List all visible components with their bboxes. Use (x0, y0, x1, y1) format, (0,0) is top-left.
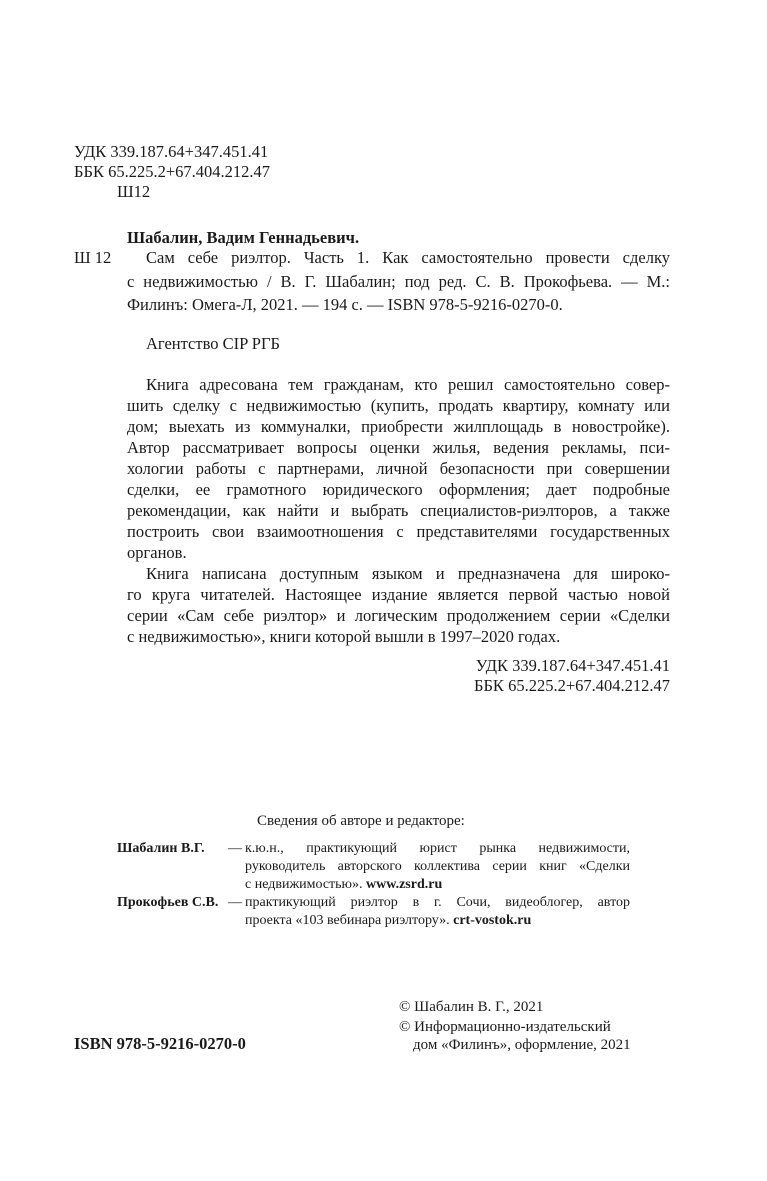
author-website-link[interactable]: www.zsrd.ru (366, 877, 443, 892)
author-sign: Ш12 (117, 182, 151, 201)
annotation-line: го круга читателей. Настоящее издание является первой частью новой (127, 585, 670, 604)
annotation-line: Книга адресована тем гражданам, кто решил самостоятельно совер- (146, 375, 670, 394)
editor-bio-line: проекта «103 вебинара риэлтору». (245, 913, 450, 928)
isbn: ISBN 978-5-9216-0270-0 (74, 1034, 246, 1053)
author-name: Шабалин В.Г. (117, 841, 205, 856)
info-heading: Сведения об авторе и редакторе: (257, 813, 465, 829)
author-bio-line: с недвижимостью». (245, 877, 363, 892)
author-bio-line: руководитель авторского коллектива серии книг «Сделки (245, 859, 630, 874)
editor-website-link[interactable]: crt-vostok.ru (453, 913, 532, 928)
dash: — (228, 895, 242, 910)
author-heading: Шабалин, Вадим Геннадьевич. (127, 228, 360, 247)
copyright-publisher-cont: дом «Филинъ», оформление, 2021 (413, 1037, 631, 1053)
annotation-line: серии «Сам себе риэлтор» и логическим продолжением серии «Сделки (127, 606, 670, 625)
annotation-line: сделки, ее грамотного юридического оформления; дает подробные (127, 480, 670, 499)
udk-code-bottom: УДК 339.187.64+347.451.41 (475, 656, 670, 675)
annotation-line: хологии работы с партнерами, личной безопасности при совершении (127, 459, 670, 478)
annotation-line: шить сделку с недвижимостью (купить, продать квартиру, комнату или (127, 396, 670, 415)
author-bio-line: к.ю.н., практикующий юрист рынка недвижимости, (245, 841, 630, 856)
bbk-code: ББК 65.225.2+67.404.212.47 (74, 162, 271, 181)
bbk-code-bottom: ББК 65.225.2+67.404.212.47 (473, 676, 670, 695)
bib-line: Филинъ: Омега-Л, 2021. — 194 с. — ISBN 978-5-9216-0270-0. (127, 295, 563, 314)
udk-code: УДК 339.187.64+347.451.41 (74, 142, 269, 161)
annotation-line: с недвижимостью», книги которой вышли в 1997–2020 годах. (127, 627, 561, 646)
annotation-line: Автор рассматривает вопросы оценки жилья, ведения рекламы, пси- (127, 438, 670, 457)
copyright-publisher: © Информационно-издательский (399, 1019, 611, 1035)
dash: — (228, 841, 242, 856)
bib-line: с недвижимостью / В. Г. Шабалин; под ред. С. В. Прокофьева. — М.: (127, 272, 670, 291)
annotation-line: рекомендации, как найти и выбрать специалистов-риэлторов, а также (127, 501, 670, 520)
bib-line: Сам себе риэлтор. Часть 1. Как самостоятельно провести сделку (146, 248, 670, 267)
annotation-line: построить свои взаимоотношения с представителями государственных (127, 522, 670, 541)
editor-name: Прокофьев С.В. (117, 895, 219, 910)
author-sign-code: Ш 12 (74, 248, 112, 267)
annotation-line: дом; выехать из коммуналки, приобрести жилплощадь в новостройке). (127, 417, 670, 436)
editor-bio-line: практикующий риэлтор в г. Сочи, видеоблогер, автор (245, 895, 630, 910)
copyright-author: © Шабалин В. Г., 2021 (399, 999, 544, 1015)
annotation-line: Книга написана доступным языком и предназначена для широко- (146, 564, 670, 583)
author-bio-line-last (245, 876, 442, 893)
annotation-line: органов. (127, 543, 187, 562)
cip-agency: Агентство CIP РГБ (146, 334, 280, 353)
editor-bio-line-last (245, 912, 531, 929)
